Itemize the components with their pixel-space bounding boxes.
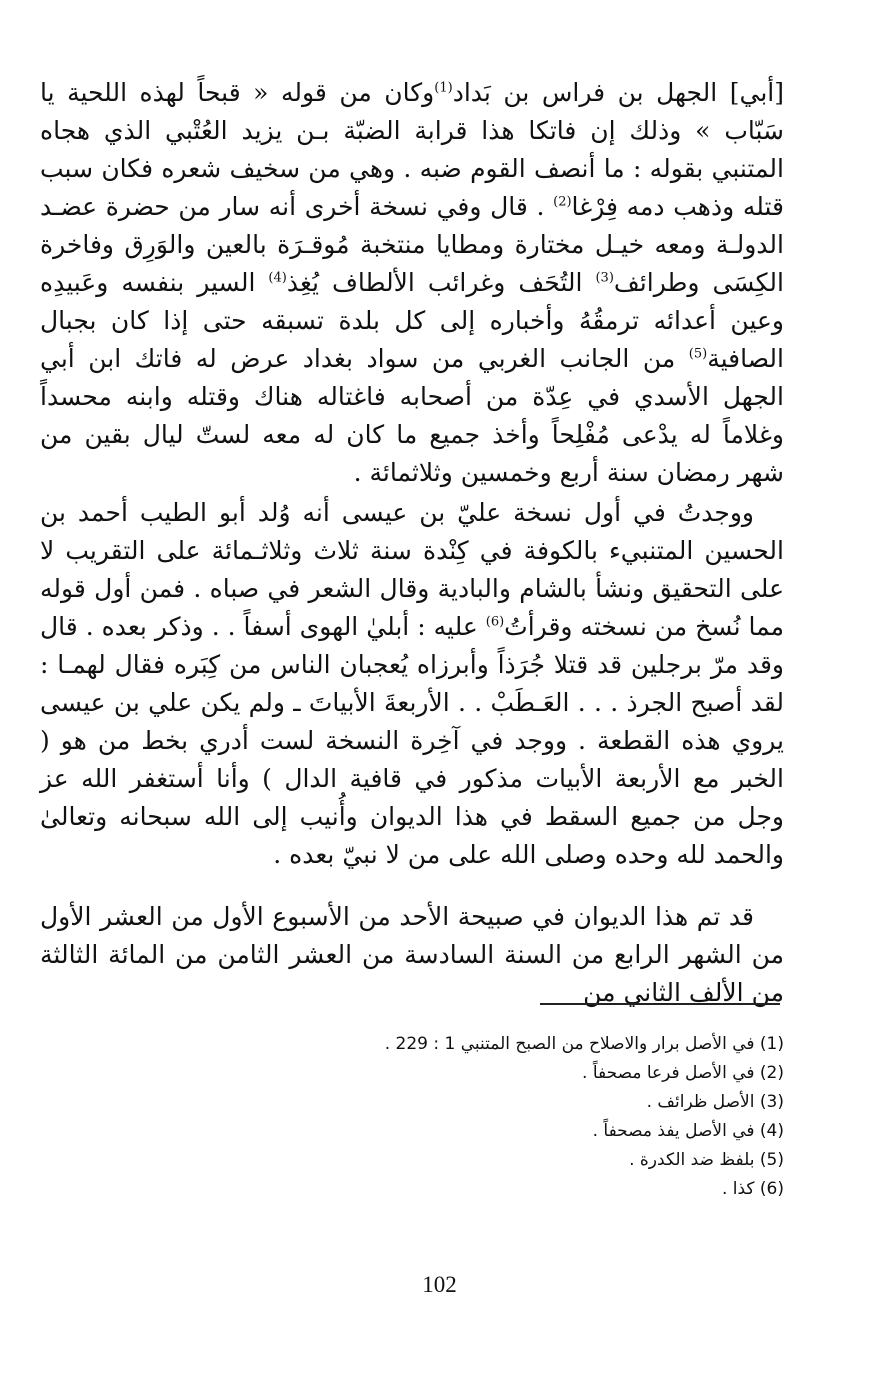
footnote-ref: (5) — [688, 346, 708, 362]
footnote: (2) في الأصل فرعا مصحفاً . — [582, 1063, 784, 1083]
page-number: 102 — [422, 1272, 457, 1297]
footnote-ref: (6) — [485, 614, 505, 630]
text-segment: . قال وفي نسخة أخرى أنه سار من حضرة عضـد الدولـة ومعه خيـل مختارة ومطايا منتخبة مُوقـرَة بالعين والوَرِق وفاخرة الكِسَى وطرائف — [40, 192, 784, 297]
footnote-ref: (3) — [595, 270, 614, 286]
footnote: (3) الأصل ظرائف . — [646, 1092, 784, 1112]
text-segment: عليه : أبليٰ الهوى أسفاً . . وذكر بعده . قال وقد مرّ برجلين قد قتلا جُرَذاً وأبرزاه يُعجبان الناس من كِبَره فقال لهمـا : لقد أصبح الجرذ . . . العَـطَبْ . . الأربعةَ الأبياتَ ـ ولم يكن علي بن عيسى يروي هذه القطعة . ووجد في آخِرة النسخة لست أدري بخط من هو ( الخبر مع الأربعة الأبيات مذكور في قافية الدال ) وأنا أستغفر الله عز وجل من جميع السقط في هذا الديوان وأُنيب إلى الله سبحانه وتعالىٰ والحمد لله وحده وصلى الله على من لا نبيّ بعده . — [40, 612, 784, 869]
text-segment: من الجانب الغربي من سواد بغداد عرض له فاتك ابن أبي الجهل الأسدي في عِدّة من أصحابه فاغتاله هناك وقتله وابنه محسداً وغلاماً له يدْعى مُفْلِحاً وأخذ جميع ما كان له معه لستّ ليال بقين من شهر رمضان سنة أربع وخمسين وثلاثمائة . — [40, 344, 784, 487]
footnote-separator — [540, 1003, 780, 1005]
text-segment: وكان من قوله « قبحاً لهذه اللحية يا سَبّاب » وذلك إن فاتكا هذا قرابة الضبّة بـن يزيد العُتْبي الذي هجاه المتنبي بقوله : ما أنصف القوم ضبه . وهي من سخيف شعره فكان سبب قتله وذهب دمه فِرْغا — [40, 78, 784, 221]
footnote-ref: (1) — [434, 80, 453, 96]
footnote-ref: (4) — [268, 270, 287, 286]
footnote-ref: (2) — [553, 194, 572, 210]
text-segment: قد تم هذا الديوان في صبيحة الأحد من الأسبوع الأول من العشر الأول من الشهر الرابع من السنة السادسة من العشر الثامن من المائة الثالثة من الألف الثاني من — [40, 902, 784, 1007]
footnote: (5) بلفظ ضد الكدرة . — [629, 1150, 784, 1170]
text-segment: ووجدتُ في أول نسخة عليّ بن عيسى أنه وُلد أبو الطيب أحمد بن الحسين المتنبيء بالكوفة في كِنْدة سنة ثلاث وثلاثـمائة على التقريب لا على التحقيق ونشأ بالشام والبادية وقال الشعر في صباه . فمن أول قوله مما نُسخ من نسخته وقرأتُ — [40, 498, 784, 641]
footnote: (4) في الأصل يفذ مصحفاً . — [592, 1121, 784, 1141]
text-segment: [أبي] الجهل بن فراس بن بَداد — [452, 78, 784, 107]
footnote: (1) في الأصل برار والاصلاح من الصبح المتنبي 1 : 229 . — [384, 1034, 784, 1054]
footnotes-list — [284, 1030, 784, 1204]
text-segment: السير بنفسه وعَبيدِه وعين أعدائه ترمقُهُ وأخباره إلى كل بلدة تسبقه حتى إذا كان بجبال الصافية — [40, 268, 784, 373]
paragraph-birth — [40, 494, 784, 874]
paragraph-colophon — [40, 898, 784, 1012]
text-segment: التُحَف وغرائب الألطاف يُغِذ — [286, 268, 596, 297]
footnote: (6) كذا . — [721, 1179, 784, 1199]
paragraph-abul-jahl — [40, 74, 784, 492]
